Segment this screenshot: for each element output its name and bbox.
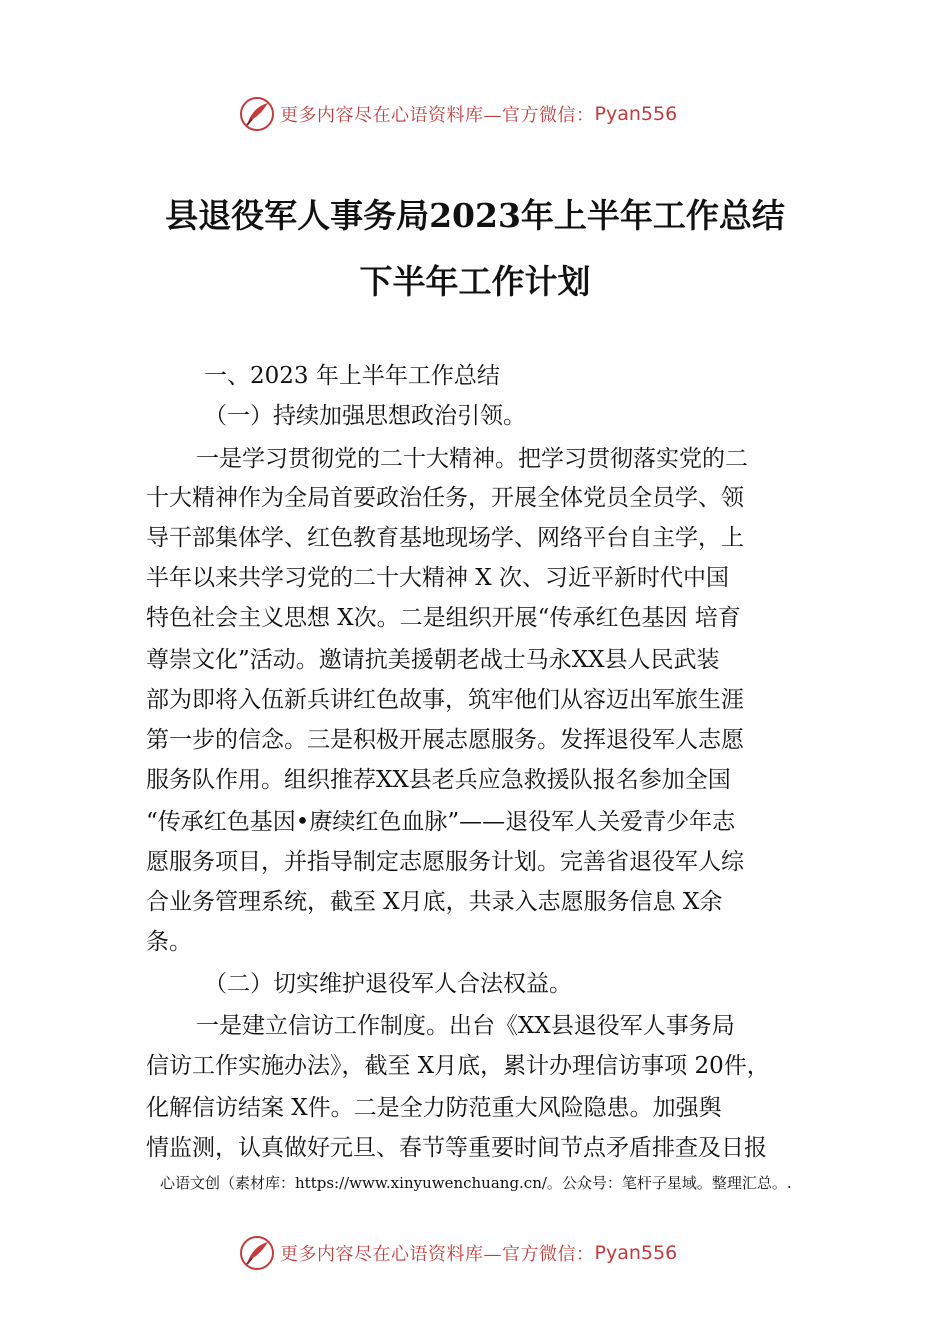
body-line: 合业务管理系统，截至 X月底，共录入志愿服务信息 X余	[146, 889, 723, 915]
body-line: 半年以来共学习党的二十大精神 X 次、习近平新时代中国	[146, 565, 729, 591]
banner-wechat-id: Pyan556	[594, 1242, 678, 1264]
body-line: “传承红色基因•赓续红色血脉”——退役军人关爱青少年志	[146, 809, 736, 835]
body-line: 情监测，认真做好元旦、春节等重要时间节点矛盾排查及日报	[146, 1135, 767, 1161]
body-line: 第一步的信念。三是积极开展志愿服务。发挥退役军人志愿	[146, 727, 744, 753]
feather-pen-logo-icon	[238, 1234, 276, 1272]
body-line: 服务队作用。组织推荐XX县老兵应急救援队报名参加全国	[146, 767, 731, 793]
body-line: 一是建立信访工作制度。出台《XX县退役军人事务局	[196, 1013, 735, 1039]
body-line: （二）切实维护退役军人合法权益。	[204, 971, 572, 997]
body-line: 部为即将入伍新兵讲红色故事，筑牢他们从容迈出军旅生涯	[146, 687, 744, 713]
banner-text: 更多内容尽在心语资料库—官方微信：	[280, 1244, 595, 1265]
bottom-watermark-banner	[0, 1231, 950, 1275]
banner-wechat-id: Pyan556	[594, 103, 678, 125]
body-line: 特色社会主义思想 X次。二是组织开展“传承红色基因 培育	[146, 605, 741, 631]
feather-pen-logo-icon	[238, 95, 276, 133]
body-line: 尊崇文化”活动。邀请抗美援朝老战士马永XX县人民武装	[146, 647, 720, 673]
body-line: 一、2023 年上半年工作总结	[204, 363, 500, 389]
source-footer-note: 心语文创（素材库：https://www.xinyuwenchuang.cn/。公众号：笔杆子星域。整理汇总。.	[160, 1174, 792, 1192]
body-line: 条。	[146, 929, 192, 955]
body-line: （一）持续加强思想政治引领。	[204, 403, 526, 429]
document-subtitle: 下半年工作计划	[359, 262, 591, 301]
banner-text: 更多内容尽在心语资料库—官方微信：	[280, 105, 595, 126]
document-title: 县退役军人事务局2023年上半年工作总结	[165, 196, 785, 235]
body-line: 愿服务项目，并指导制定志愿服务计划。完善省退役军人综	[146, 849, 744, 875]
body-line: 十大精神作为全局首要政治任务，开展全体党员全员学、领	[146, 485, 744, 511]
top-watermark-banner	[0, 92, 950, 136]
body-line: 信访工作实施办法》，截至 X月底，累计办理信访事项 20件，	[146, 1053, 770, 1079]
body-line: 化解信访结案 X件。二是全力防范重大风险隐患。加强舆	[146, 1095, 722, 1121]
body-line: 导干部集体学、红色教育基地现场学、网络平台自主学，上	[146, 525, 744, 551]
body-line: 一是学习贯彻党的二十大精神。把学习贯彻落实党的二	[196, 446, 748, 472]
